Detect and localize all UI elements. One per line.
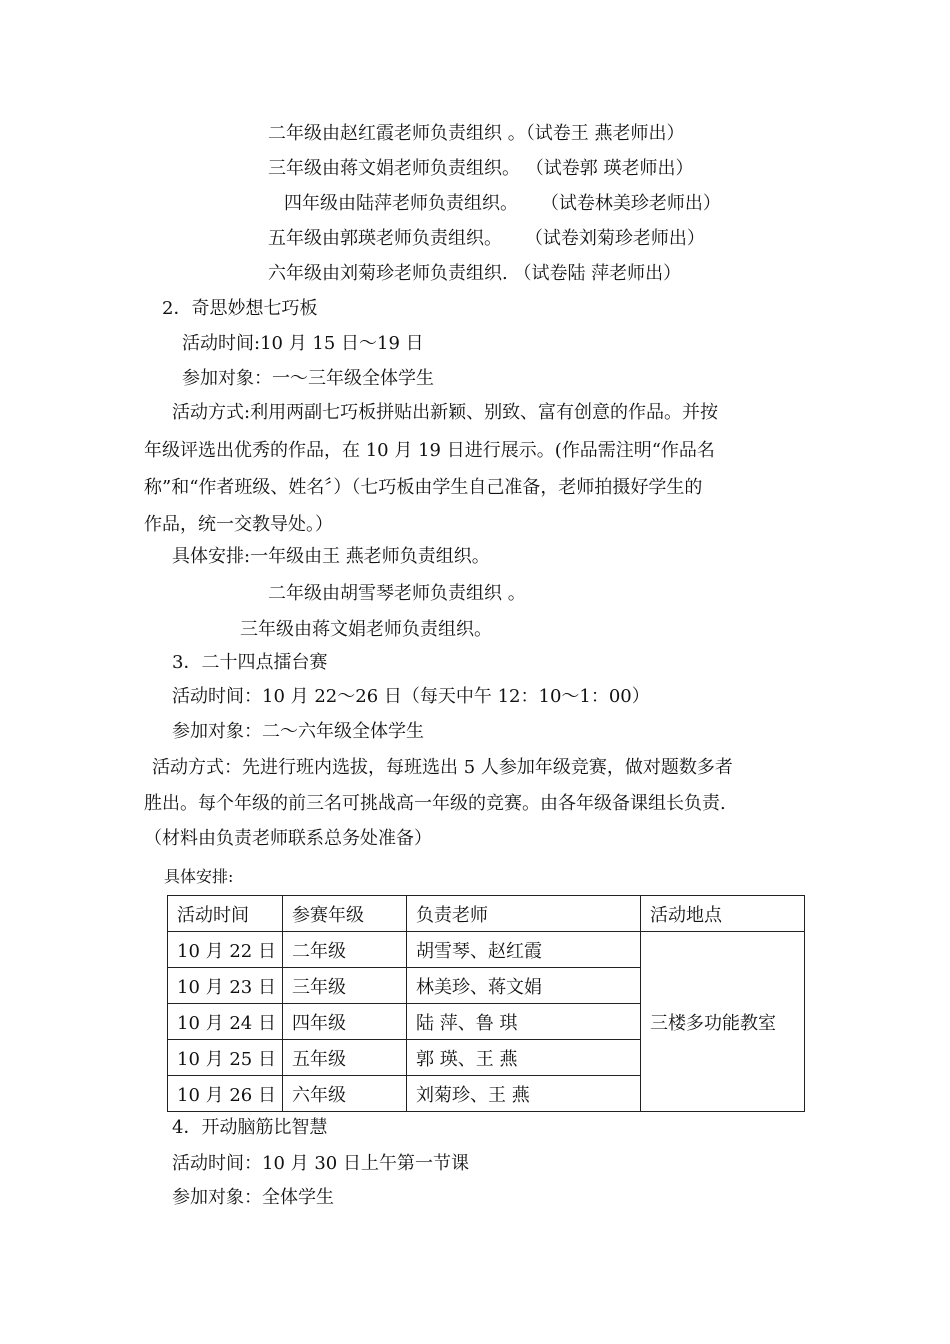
- table-cell: 三年级: [283, 968, 407, 1004]
- section-heading: 2．奇思妙想七巧板: [162, 298, 318, 319]
- table-header-row: [168, 896, 805, 932]
- location-cell: 三楼多功能教室: [641, 932, 805, 1112]
- header-cell: 活动地点: [641, 896, 805, 932]
- schedule-table: [167, 895, 805, 1112]
- table-cell: 10 月 26 日: [168, 1076, 283, 1112]
- arrangement-line: 五年级由郭瑛老师负责组织。 （试卷刘菊珍老师出）: [268, 228, 705, 249]
- arrangement-line: 四年级由陆萍老师负责组织。 （试卷林美珍老师出）: [284, 193, 721, 214]
- method-line: 作品，统一交教导处。）: [144, 514, 333, 535]
- arrangement-line: 三年级由蒋文娟老师负责组织。: [240, 619, 492, 640]
- arrangement-line: 二年级由赵红霞老师负责组织 。（试卷王 燕老师出）: [268, 123, 685, 144]
- table-cell: 郭 瑛、王 燕: [407, 1040, 641, 1076]
- section-heading: 4．开动脑筋比智慧: [172, 1117, 328, 1138]
- header-cell: 负责老师: [407, 896, 641, 932]
- header-cell: 参赛年级: [283, 896, 407, 932]
- activity-time: 活动时间：10 月 22～26 日（每天中午 12：10～1：00）: [172, 686, 650, 707]
- table-cell: 10 月 23 日: [168, 968, 283, 1004]
- activity-time: 活动时间:10 月 15 日～19 日: [182, 333, 424, 354]
- participants: 参加对象：一～三年级全体学生: [182, 368, 434, 389]
- table-cell: 刘菊珍、王 燕: [407, 1076, 641, 1112]
- participants: 参加对象：全体学生: [172, 1187, 334, 1208]
- method-line: 称”和“作者班级、姓名〞）（七巧板由学生自己准备，老师拍摄好学生的: [144, 477, 703, 498]
- table-cell: 10 月 25 日: [168, 1040, 283, 1076]
- table-cell: 四年级: [283, 1004, 407, 1040]
- arrangement-line: 二年级由胡雪琴老师负责组织 。: [268, 583, 526, 604]
- schedule-label: 具体安排:: [164, 867, 234, 886]
- table-cell: 六年级: [283, 1076, 407, 1112]
- arrangement-line: 具体安排:一年级由王 燕老师负责组织。: [172, 546, 490, 567]
- section-heading: 3．二十四点擂台赛: [172, 652, 328, 673]
- table-cell: 二年级: [283, 932, 407, 968]
- activity-time: 活动时间：10 月 30 日上午第一节课: [172, 1153, 469, 1174]
- table-cell: 10 月 24 日: [168, 1004, 283, 1040]
- method-line: （材料由负责老师联系总务处准备）: [144, 828, 432, 849]
- method-line: 胜出。每个年级的前三名可挑战高一年级的竞赛。由各年级备课组长负责.: [144, 793, 726, 814]
- table-cell: 10 月 22 日: [168, 932, 283, 968]
- table-cell: 林美珍、蒋文娟: [407, 968, 641, 1004]
- table-row: [168, 932, 805, 968]
- table-cell: 陆 萍、鲁 琪: [407, 1004, 641, 1040]
- participants: 参加对象：二～六年级全体学生: [172, 721, 424, 742]
- method-line: 活动方式:利用两副七巧板拼贴出新颖、别致、富有创意的作品。并按: [172, 402, 719, 423]
- header-cell: 活动时间: [168, 896, 283, 932]
- table-cell: 五年级: [283, 1040, 407, 1076]
- table-cell: 胡雪琴、赵红霞: [407, 932, 641, 968]
- arrangement-line: 三年级由蒋文娟老师负责组织。 （试卷郭 瑛老师出）: [268, 158, 694, 179]
- method-line: 活动方式：先进行班内选拔，每班选出 5 人参加年级竞赛，做对题数多者: [152, 757, 733, 778]
- method-line: 年级评选出优秀的作品，在 10 月 19 日进行展示。(作品需注明“作品名: [144, 440, 715, 461]
- arrangement-line: 六年级由刘菊珍老师负责组织. （试卷陆 萍老师出）: [268, 263, 682, 284]
